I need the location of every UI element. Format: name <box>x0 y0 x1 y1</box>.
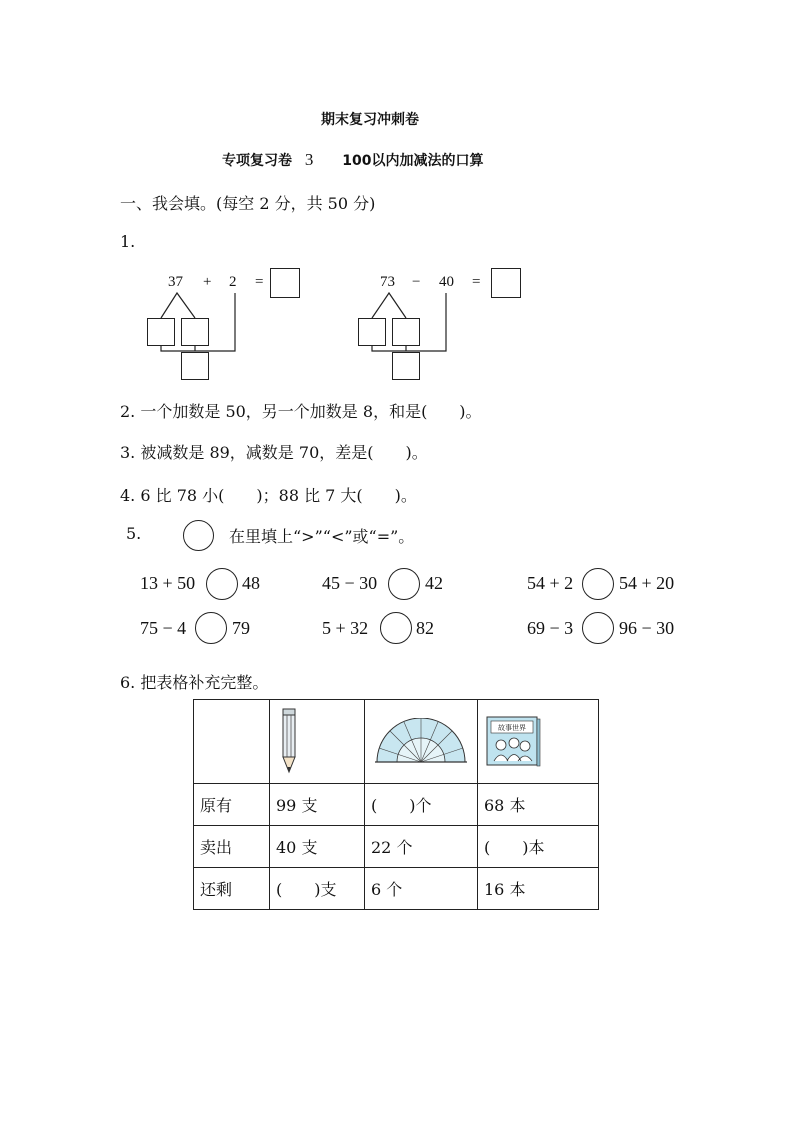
q1-right-part1-box[interactable] <box>358 318 386 346</box>
table-cell: 22 个 <box>365 826 478 868</box>
q1-right-sum-box[interactable] <box>392 352 420 380</box>
q6-table <box>193 699 599 910</box>
q1-right-result-box[interactable] <box>491 268 521 298</box>
pencil-header-cell <box>270 700 365 784</box>
table-cell[interactable]: ( )支 <box>270 868 365 910</box>
q5-item3-right: 54 + 20 <box>619 573 675 593</box>
q1-left-result-box[interactable] <box>270 268 300 298</box>
q5-item5-right: 82 <box>416 618 434 638</box>
book-header-cell <box>478 700 599 784</box>
q1-left-a: 37 <box>168 274 183 290</box>
table-row <box>194 868 599 910</box>
q1-right-a: 73 <box>380 274 395 290</box>
q5-instruction: 在里填上“>”“<”或“=”。 <box>229 527 415 546</box>
q5-item2-left: 45 − 30 <box>322 573 378 593</box>
page-title: 期末复习冲刺卷 <box>321 112 419 128</box>
table-cell[interactable]: ( )个 <box>365 784 478 826</box>
q1-left-op: + <box>203 274 212 290</box>
q5-item3-left: 54 + 2 <box>527 573 574 593</box>
q5-item5-left: 5 + 32 <box>322 618 369 638</box>
q2-text: 2. 一个加数是 50，另一个加数是 8，和是( )。 <box>120 402 482 421</box>
table-cell: 68 本 <box>478 784 599 826</box>
q1-right-op: − <box>412 274 421 290</box>
table-row <box>194 784 599 826</box>
q6-label: 6. 把表格补充完整。 <box>120 673 269 692</box>
q1-left-split <box>161 293 195 318</box>
row-label: 卖出 <box>194 826 270 868</box>
row-label: 原有 <box>194 784 270 826</box>
table-cell: 16 本 <box>478 868 599 910</box>
q5-item3-circle[interactable] <box>582 568 614 600</box>
pencil-icon <box>279 708 299 776</box>
q5-example-circle <box>183 520 214 551</box>
q5-item4-circle[interactable] <box>195 612 227 644</box>
q1-right-part2-box[interactable] <box>392 318 420 346</box>
q1-right-split <box>372 293 406 318</box>
table-cell: 99 支 <box>270 784 365 826</box>
q3-text: 3. 被减数是 89，减数是 70，差是( )。 <box>120 443 428 462</box>
q5-item2-circle[interactable] <box>388 568 420 600</box>
book-cover-title: 故事世界 <box>498 723 526 732</box>
q5-item2-right: 42 <box>425 573 443 593</box>
q1-left-part2-box[interactable] <box>181 318 209 346</box>
row-label: 还剩 <box>194 868 270 910</box>
q4-text: 4. 6 比 78 小( )；88 比 7 大( )。 <box>120 486 417 505</box>
q5-item4-left: 75 − 4 <box>140 618 187 638</box>
q1-left-part1-box[interactable] <box>147 318 175 346</box>
q5-item6-circle[interactable] <box>582 612 614 644</box>
table-cell: 40 支 <box>270 826 365 868</box>
table-row <box>194 826 599 868</box>
protractor-icon <box>373 718 469 766</box>
protractor-header-cell <box>365 700 478 784</box>
book-icon <box>485 715 541 769</box>
q5-label: 5. <box>126 524 142 543</box>
subtitle-prefix: 专项复习卷 <box>222 153 292 169</box>
q5-item6-left: 69 − 3 <box>527 618 574 638</box>
q1-left-eq: = <box>255 274 264 290</box>
table-corner-cell <box>194 700 270 784</box>
subtitle-number: 3 <box>304 150 314 169</box>
q5-item1-right: 48 <box>242 573 260 593</box>
subtitle-topic: 100以内加减法的口算 <box>342 153 484 169</box>
q5-item4-right: 79 <box>232 618 250 638</box>
q5-item1-circle[interactable] <box>206 568 238 600</box>
section-heading: 一、我会填。(每空 2 分，共 50 分) <box>120 194 376 213</box>
table-cell: 6 个 <box>365 868 478 910</box>
q1-right-eq: = <box>472 274 481 290</box>
q5-item5-circle[interactable] <box>380 612 412 644</box>
table-cell[interactable]: ( )本 <box>478 826 599 868</box>
q1-left-b: 2 <box>229 274 237 290</box>
q1-left-sum-box[interactable] <box>181 352 209 380</box>
table-header-row <box>194 700 599 784</box>
q1-right-b: 40 <box>439 274 454 290</box>
q5-item6-right: 96 − 30 <box>619 618 675 638</box>
q5-item1-left: 13 + 50 <box>140 573 196 593</box>
q1-label: 1. <box>120 232 136 251</box>
